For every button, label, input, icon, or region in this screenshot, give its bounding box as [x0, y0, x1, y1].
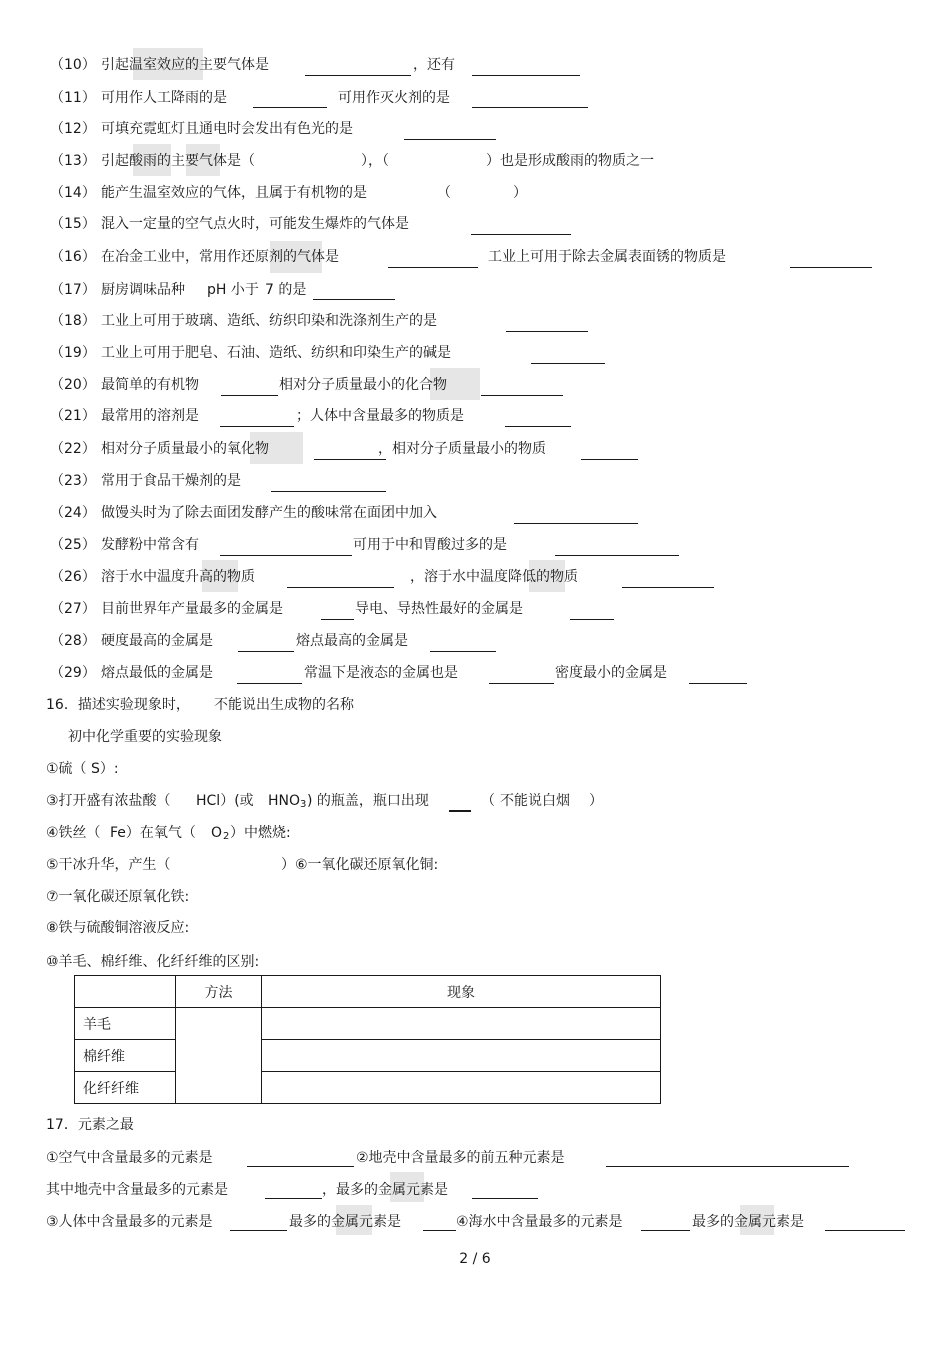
element-text: ④海水中含量最多的元素是	[456, 1214, 623, 1230]
phenomenon-text: O	[211, 825, 223, 841]
answer-blank[interactable]	[531, 363, 605, 364]
section-heading: 17．元素之最	[46, 1117, 134, 1133]
table-header-cell: 现象	[262, 976, 661, 1008]
phenomenon-text: ⑤干冰升华，产生（	[46, 857, 171, 873]
item-text: 硬度最高的金属是	[101, 633, 213, 649]
answer-blank[interactable]	[287, 587, 394, 588]
answer-blank[interactable]	[514, 523, 638, 524]
item-number: （22）	[50, 441, 96, 457]
item-text: 工业上可用于肥皂、石油、造纸、纺织和印染生产的碱是	[101, 345, 451, 361]
item-text: （	[437, 185, 451, 201]
answer-blank[interactable]	[220, 426, 294, 427]
item-text: 7 的是	[265, 282, 307, 298]
table-header-cell	[75, 976, 176, 1008]
item-number: （20）	[50, 377, 96, 393]
phenomenon-cell[interactable]	[262, 1072, 661, 1104]
element-text: 最多的金属元素是	[289, 1214, 401, 1230]
phenomenon-text: 不能说白烟	[500, 793, 570, 809]
answer-blank[interactable]	[506, 331, 588, 332]
subscript: 2	[223, 831, 230, 842]
item-text: 混入一定量的空气点火时，可能发生爆炸的气体是	[101, 216, 409, 232]
item-text: ，相对分子质量最小的物质	[378, 441, 546, 457]
phenomenon-text: ）⑥一氧化碳还原氧化铜:	[281, 857, 439, 873]
answer-blank[interactable]	[689, 683, 747, 684]
item-text: 常温下是液态的金属也是	[304, 665, 458, 681]
item-text: 密度最小的金属是	[555, 665, 667, 681]
answer-blank[interactable]	[423, 1230, 456, 1231]
element-text: 其中地壳中含量最多的元素是	[46, 1182, 228, 1198]
answer-blank[interactable]	[253, 107, 327, 108]
item-text: 做馒头时为了除去面团发酵产生的酸味常在面团中加入	[101, 505, 437, 521]
answer-blank[interactable]	[581, 459, 638, 460]
item-number: （10）	[50, 57, 96, 73]
method-cell[interactable]	[176, 1008, 262, 1104]
phenomenon-text: HNO	[268, 793, 301, 809]
item-text: 导电、导热性最好的金属是	[355, 601, 523, 617]
item-text: 最简单的有机物	[101, 377, 199, 393]
table-row-label: 化纤纤维	[75, 1072, 176, 1104]
item-text: 常用于食品干燥剂的是	[101, 473, 241, 489]
phenomenon-text: ) 的瓶盖，瓶口出现	[307, 793, 429, 809]
answer-blank[interactable]	[238, 651, 294, 652]
table-row	[75, 1040, 661, 1072]
item-text: ），（	[361, 153, 389, 169]
item-text: 在冶金工业中，常用作还原剂的气体是	[101, 249, 339, 265]
item-number: （26）	[50, 569, 96, 585]
item-text: ，溶于水中温度降低的物质	[410, 569, 578, 585]
item-number: （21）	[50, 408, 96, 424]
subscript: 3	[300, 799, 307, 810]
phenomenon-text: ⑩羊毛、棉纤维、化纤纤维的区别:	[46, 954, 260, 970]
table-row-label: 羊毛	[75, 1008, 176, 1040]
answer-blank[interactable]	[471, 234, 571, 235]
element-text: ①空气中含量最多的元素是	[46, 1150, 213, 1166]
item-text: 可填充霓虹灯且通电时会发出有色光的是	[101, 121, 353, 137]
item-text: 相对分子质量最小的化合物	[279, 377, 447, 393]
phenomenon-text: ④铁丝（	[46, 825, 101, 841]
item-text: 引起酸雨的主要气体是（	[101, 153, 255, 169]
answer-blank[interactable]	[247, 1166, 354, 1167]
item-text: 工业上可用于除去金属表面锈的物质是	[488, 249, 726, 265]
answer-blank[interactable]	[449, 810, 471, 812]
item-number: （24）	[50, 505, 96, 521]
item-number: （19）	[50, 345, 96, 361]
answer-blank[interactable]	[430, 651, 496, 652]
phenomenon-text: ⑦一氧化碳还原氧化铁:	[46, 889, 190, 905]
item-text: ）	[513, 185, 527, 201]
element-text: 最多的金属元素是	[692, 1214, 804, 1230]
item-number: （29）	[50, 665, 96, 681]
item-text: ）也是形成酸雨的物质之一	[486, 153, 654, 169]
item-number: （16）	[50, 249, 96, 265]
item-text: 最常用的溶剂是	[101, 408, 199, 424]
table-header-cell: 方法	[176, 976, 262, 1008]
answer-blank[interactable]	[237, 683, 302, 684]
item-text: 工业上可用于玻璃、造纸、纺织印染和洗涤剂生产的是	[101, 313, 437, 329]
element-text: ②地壳中含量最多的前五种元素是	[356, 1150, 565, 1166]
phenomenon-text: ）	[589, 793, 603, 809]
answer-blank[interactable]	[305, 75, 411, 76]
answer-blank[interactable]	[313, 299, 395, 300]
item-text: 熔点最高的金属是	[296, 633, 408, 649]
phenomenon-text: HCl）(或	[196, 793, 254, 809]
item-number: （12）	[50, 121, 96, 137]
item-number: （18）	[50, 313, 96, 329]
answer-blank[interactable]	[472, 75, 580, 76]
phenomenon-text: Fe）在氧气（	[110, 825, 196, 841]
answer-blank[interactable]	[489, 683, 554, 684]
answer-blank[interactable]	[220, 555, 352, 556]
item-text: pH 小于	[207, 282, 259, 298]
item-text: 能产生温室效应的气体，且属于有机物的是	[101, 185, 367, 201]
answer-blank[interactable]	[321, 619, 354, 620]
item-text: 可用作灭火剂的是	[338, 90, 450, 106]
answer-blank[interactable]	[622, 587, 714, 588]
phenomenon-cell[interactable]	[262, 1008, 661, 1040]
answer-blank[interactable]	[472, 1198, 538, 1199]
item-number: （25）	[50, 537, 96, 553]
item-text: 相对分子质量最小的氧化物	[101, 441, 269, 457]
item-text: 溶于水中温度升高的物质	[101, 569, 255, 585]
item-text: 可用于中和胃酸过多的是	[353, 537, 507, 553]
phenomenon-text: ③打开盛有浓盐酸（	[46, 793, 171, 809]
answer-blank[interactable]	[790, 267, 872, 268]
fiber-comparison-table	[74, 975, 661, 1104]
item-number: （11）	[50, 90, 96, 106]
element-text: ，最多的金属元素是	[322, 1182, 448, 1198]
item-number: （14）	[50, 185, 96, 201]
item-number: （17）	[50, 282, 96, 298]
table-row-label: 棉纤维	[75, 1040, 176, 1072]
item-text: ；人体中含量最多的物质是	[296, 408, 464, 424]
section-heading: 16．描述实验现象时，	[46, 697, 190, 713]
item-number: （28）	[50, 633, 96, 649]
item-text: 目前世界年产量最多的金属是	[101, 601, 283, 617]
item-text: ，还有	[413, 57, 455, 73]
answer-blank[interactable]	[505, 426, 571, 427]
item-number: （23）	[50, 473, 96, 489]
table-header-row	[75, 976, 661, 1008]
item-text: 发酵粉中常含有	[101, 537, 199, 553]
answer-blank[interactable]	[314, 459, 386, 460]
answer-blank[interactable]	[404, 139, 496, 140]
item-text: 可用作人工降雨的是	[101, 90, 227, 106]
table-row	[75, 1008, 661, 1040]
answer-blank[interactable]	[555, 555, 679, 556]
answer-blank[interactable]	[641, 1230, 690, 1231]
table-row	[75, 1072, 661, 1104]
answer-blank[interactable]	[230, 1230, 287, 1231]
phenomenon-text: ）中燃烧:	[230, 825, 291, 841]
item-number: （15）	[50, 216, 96, 232]
answer-blank[interactable]	[570, 619, 614, 620]
phenomenon-text: （	[481, 793, 495, 809]
item-text: 引起温室效应的主要气体是	[101, 57, 269, 73]
answer-blank[interactable]	[265, 1198, 322, 1199]
answer-blank[interactable]	[271, 491, 386, 492]
answer-blank[interactable]	[825, 1230, 905, 1231]
answer-blank[interactable]	[606, 1166, 849, 1167]
item-text: 厨房调味品种	[101, 282, 185, 298]
answer-blank[interactable]	[481, 395, 563, 396]
subheading: 初中化学重要的实验现象	[68, 729, 222, 745]
phenomenon-text: ①硫（ S）:	[46, 761, 119, 777]
answer-blank[interactable]	[472, 107, 588, 108]
page-number: 2 / 6	[459, 1251, 491, 1267]
element-text: ③人体中含量最多的元素是	[46, 1214, 213, 1230]
section-heading-note: 不能说出生成物的名称	[214, 697, 354, 713]
item-number: （13）	[50, 153, 96, 169]
phenomenon-cell[interactable]	[262, 1040, 661, 1072]
answer-blank[interactable]	[221, 395, 278, 396]
item-number: （27）	[50, 601, 96, 617]
phenomenon-text: ⑧铁与硫酸铜溶液反应:	[46, 920, 190, 936]
item-text: 熔点最低的金属是	[101, 665, 213, 681]
answer-blank[interactable]	[388, 267, 478, 268]
